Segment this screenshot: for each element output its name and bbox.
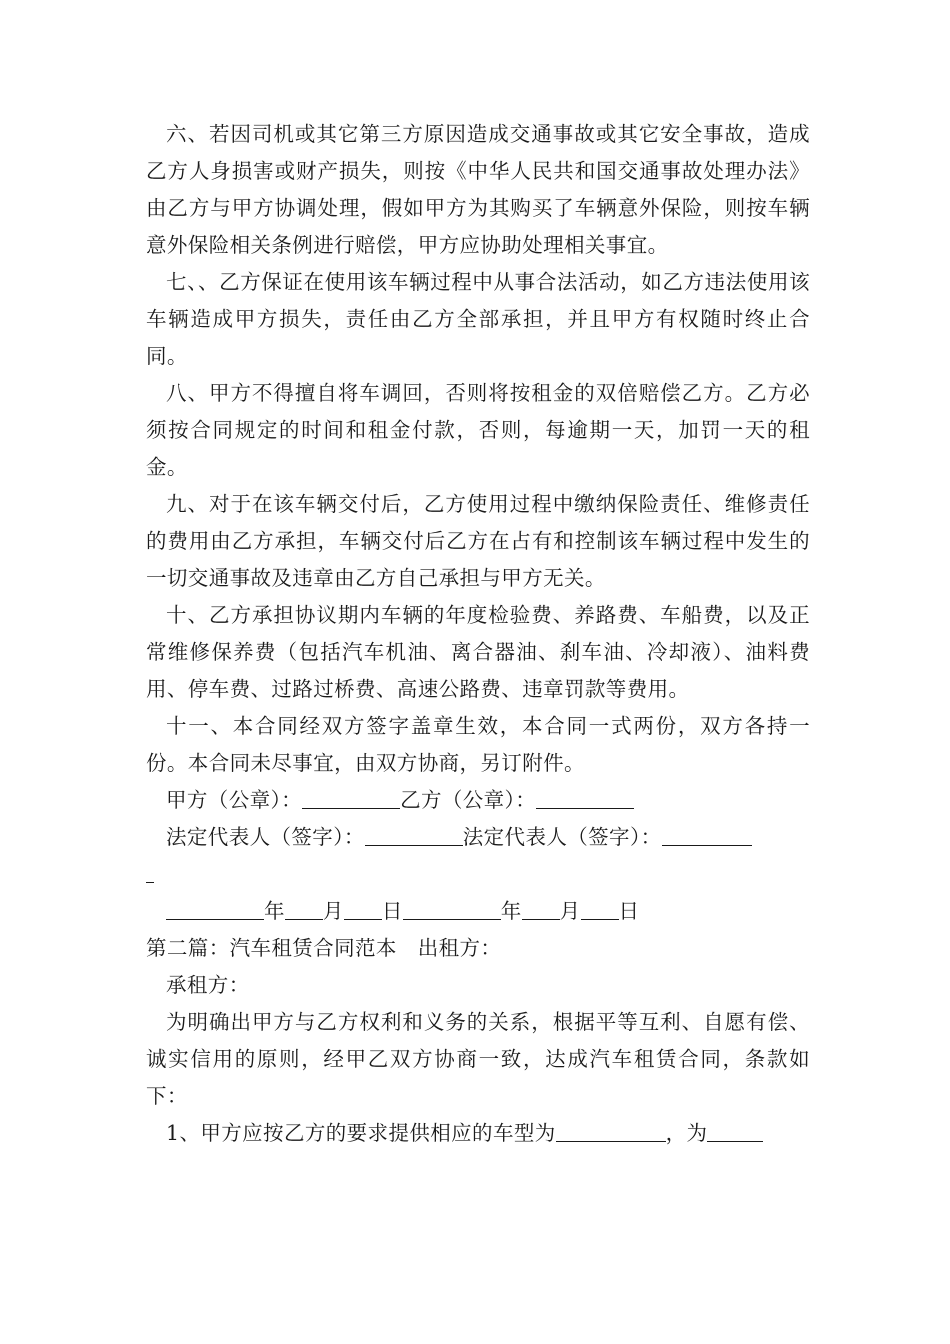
part2-intro-text: 为明确出甲方与乙方权利和义务的关系，根据平等互利、自愿有偿、诚实信用的原则，经甲乙双方协商一致，达成汽车租赁合同，	[146, 1010, 810, 1071]
date-line	[146, 893, 810, 930]
seal-line	[146, 782, 810, 819]
rep-b-blank	[662, 821, 752, 846]
clause-1-blank-2	[707, 1117, 763, 1142]
clause-1	[146, 1115, 810, 1152]
month-a-label: 月	[322, 899, 344, 923]
party-b-seal-label: 乙方（公章）：	[400, 788, 537, 812]
party-a-seal-blank	[302, 784, 400, 809]
date-a-blank	[166, 895, 264, 920]
car-model-blank	[556, 1117, 666, 1142]
rep-a-label: 法定代表人（签字）：	[166, 825, 365, 849]
part2-intro	[146, 1004, 810, 1115]
clause-1-text-b: ，为	[665, 1121, 708, 1145]
month-b-blank	[522, 895, 560, 920]
part2-heading: 第二篇：汽车租赁合同范本 出租方：	[146, 936, 502, 960]
clause-11: 十一、本合同经双方签字盖章生效，本合同一式两份，双方各持一份。本合同未尽事宜，由双方协商，另订附件。	[146, 714, 810, 775]
clause-10: 十、乙方承担协议期内车辆的年度检验费、养路费、车船费，以及正常维修保养费（包括汽车机油、离合器油、刹车油、冷却液）、油料费用、停车费、过路过桥费、高速公路费、违章罚款等费用。	[146, 603, 810, 701]
month-b-label: 月	[559, 899, 581, 923]
clause-1-text-a: 1、甲方应按乙方的要求提供相应的车型为	[166, 1121, 556, 1145]
rep-a-blank	[365, 821, 463, 846]
representative-line	[146, 819, 810, 856]
day-b-blank	[581, 895, 619, 920]
clause-8: 八、甲方不得擅自将车调回，否则将按租金的双倍赔偿乙方。乙方必须按合同规定的时间和租金付款，否则，每逾期一天，加罚一天的租金。	[146, 381, 810, 479]
overflow-blank-line	[146, 856, 810, 893]
year-a-label: 年	[264, 899, 285, 923]
party-b-seal-blank	[536, 784, 634, 809]
month-a-blank	[285, 895, 323, 920]
day-a-blank	[344, 895, 382, 920]
clause-9: 九、对于在该车辆交付后，乙方使用过程中缴纳保险责任、维修责任的费用由乙方承担，车辆交付后乙方在占有和控制该车辆过程中发生的一切交通事故及违章由乙方自己承担与甲方无关。	[146, 492, 810, 590]
overflow-blank	[146, 858, 154, 883]
clause-6: 六、若因司机或其它第三方原因造成交通事故或其它安全事故，造成乙方人身损害或财产损失，则按《中华人民共和国交通事故处理办法》由乙方与甲方协调处理，假如甲方为其购买了车辆意外保险，则按车辆意外保险相关条例进行赔偿，甲方应协助处理相关事宜。	[146, 122, 810, 257]
part2-intro-cont: 条款如下：	[146, 1047, 810, 1108]
day-b-label: 日	[618, 899, 640, 923]
lessee-label: 承租方：	[166, 973, 250, 997]
date-b-blank	[403, 895, 501, 920]
year-b-label: 年	[500, 899, 522, 923]
clause-7: 七、、乙方保证在使用该车辆过程中从事合法活动，如乙方违法使用该车辆造成甲方损失，责任由乙方全部承担，并且甲方有权随时终止合同。	[146, 270, 810, 368]
day-a-label: 日	[381, 899, 403, 923]
party-a-seal-label: 甲方（公章）：	[166, 788, 303, 812]
rep-b-label: 法定代表人（签字）：	[462, 825, 662, 849]
document-page	[146, 116, 810, 1152]
